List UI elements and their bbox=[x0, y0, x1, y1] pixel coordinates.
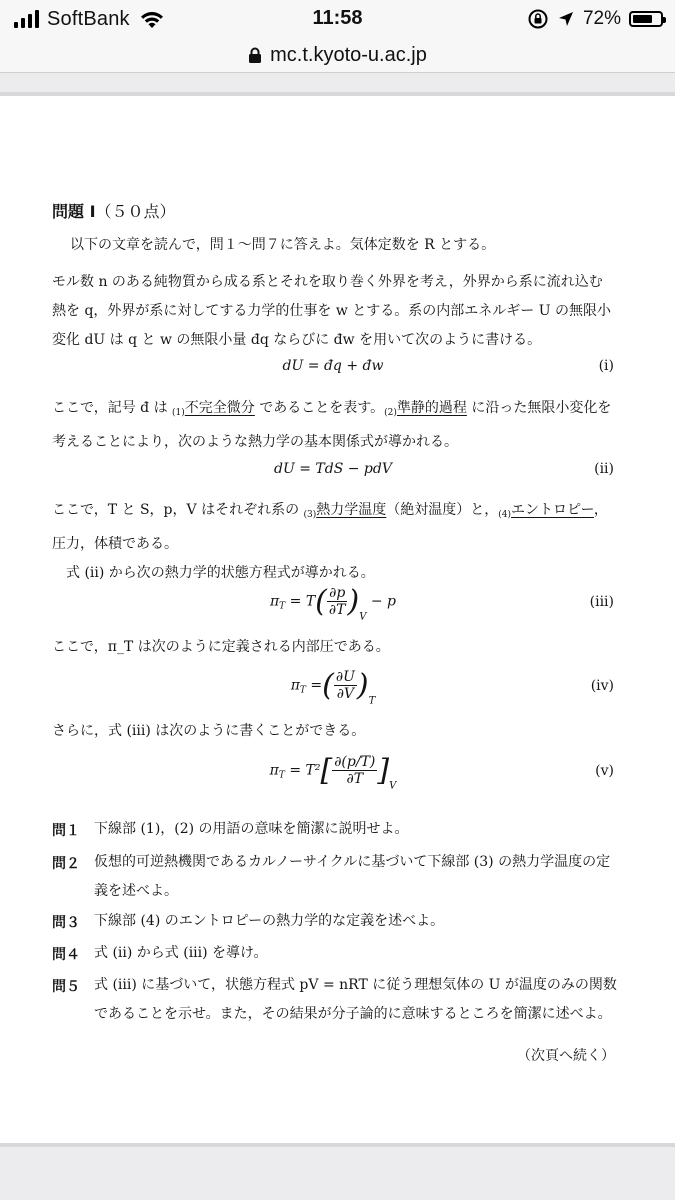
underline-term-2: 準静的過程 bbox=[396, 400, 467, 416]
eq-denominator: ∂T bbox=[346, 771, 364, 787]
eq-subscript: T bbox=[368, 695, 376, 707]
paragraph-3 bbox=[52, 496, 622, 588]
eq-denominator: ∂T bbox=[328, 602, 346, 618]
paragraph-1-line: 熱を q，外界が系に対してする力学的仕事を w とする。系の内部エネルギー U の無限小 bbox=[52, 303, 611, 319]
battery-percent: 72% bbox=[582, 8, 621, 29]
question-label: 問５ bbox=[52, 979, 80, 995]
question-label: 問４ bbox=[52, 947, 80, 963]
equation-iii bbox=[52, 580, 614, 632]
equation-v bbox=[52, 751, 614, 803]
paragraph-5: さらに，式 (iii) は次のように書くことができる。 bbox=[52, 723, 366, 739]
problem-title-label: 問題 I bbox=[52, 202, 96, 221]
paragraph-1-line: モル数 n のある純物質から成る系とそれを取り巻く外界を考え，外界から系に流れ込む bbox=[52, 274, 603, 290]
eq-subscript: V bbox=[389, 780, 397, 792]
paragraph-3-line-2: 圧力，体積である。 bbox=[52, 536, 178, 552]
eq-text: = bbox=[310, 677, 323, 694]
text-span: であることを表す。 bbox=[254, 400, 385, 416]
underline-term-1: 不完全微分 bbox=[184, 400, 255, 416]
equation-i-number: (i) bbox=[598, 358, 614, 374]
paragraph-1 bbox=[52, 268, 622, 355]
equation-iv-math: $\pi_T$ =( $\frac{\partial U}{\partial V}$ )$_T$ bbox=[290, 668, 376, 707]
battery-icon bbox=[629, 11, 663, 27]
eq-numerator: ∂(p/T) bbox=[334, 754, 376, 770]
text-span: （絶対温度）と， bbox=[386, 502, 499, 518]
text-span: ここで，T と S，p，V はそれぞれ系の bbox=[52, 502, 304, 518]
text-span: ， bbox=[593, 502, 608, 518]
eq-subscript: V bbox=[359, 611, 367, 623]
eq-subscript: T bbox=[279, 601, 286, 612]
location-arrow-icon bbox=[557, 10, 575, 28]
question-line: 義を述べよ。 bbox=[94, 883, 178, 899]
clock: 11:58 bbox=[312, 7, 363, 29]
question-text bbox=[94, 848, 620, 906]
question-line: 式 (iii) に基づいて，状態方程式 pV = nRT に従う理想気体の U が温度のみの関数 bbox=[94, 977, 617, 993]
marker-4: (4) bbox=[498, 510, 512, 520]
rotation-lock-icon bbox=[527, 8, 549, 30]
question-text bbox=[94, 939, 620, 968]
text-span: に沿った無限小変化を bbox=[466, 400, 612, 416]
question-line: 仮想的可逆熱機関であるカルノーサイクルに基づいて下線部 (3) の熱力学温度の定 bbox=[94, 854, 611, 870]
problem-points: （５０点） bbox=[95, 202, 176, 221]
document-page bbox=[0, 92, 675, 1147]
question-line: 下線部 (1)，(2) の用語の意味を簡潔に説明せよ。 bbox=[94, 821, 409, 837]
marker-1: (1) bbox=[172, 408, 185, 418]
paragraph-3-line-1 bbox=[52, 496, 622, 530]
question-line: 式 (ii) から式 (iii) を導け。 bbox=[94, 945, 268, 961]
underline-term-4: エントロピー bbox=[511, 502, 594, 518]
eq-text: = T² bbox=[289, 762, 321, 779]
continued-note: （次頁へ続く） bbox=[517, 1048, 615, 1064]
address-bar[interactable] bbox=[0, 38, 675, 73]
equation-iii-number: (iii) bbox=[589, 594, 614, 610]
paragraph-2 bbox=[52, 394, 622, 457]
problem-title bbox=[52, 199, 622, 222]
underline-term-3: 熱力学温度 bbox=[316, 502, 387, 518]
question-line: であることを示せ。また，その結果が分子論的に意味するところを簡潔に述べよ。 bbox=[94, 1006, 612, 1022]
eq-subscript: T bbox=[278, 770, 285, 781]
eq-symbol: π bbox=[290, 677, 300, 694]
equation-iv bbox=[52, 666, 614, 718]
question-text bbox=[94, 907, 620, 936]
equation-ii-math: dU = TdS − pdV bbox=[274, 461, 392, 477]
question-text bbox=[94, 815, 620, 844]
url-text[interactable]: mc.t.kyoto-u.ac.jp bbox=[270, 43, 427, 66]
equation-ii-number: (ii) bbox=[594, 461, 614, 477]
question-label: 問３ bbox=[52, 915, 80, 931]
question-label: 問１ bbox=[52, 823, 80, 839]
paragraph-2-line-1 bbox=[52, 394, 622, 428]
question-label: 問２ bbox=[52, 856, 80, 872]
paragraph-2-line-2: 考えることにより，次のような熱力学の基本関係式が導かれる。 bbox=[52, 434, 458, 450]
paragraph-4: ここで，π_T は次のように定義される内部圧である。 bbox=[52, 639, 390, 655]
text-span: ここで，記号 đ は bbox=[52, 400, 173, 416]
eq-denominator: ∂V bbox=[336, 686, 355, 702]
carrier-name: SoftBank bbox=[47, 7, 130, 30]
eq-text: = T bbox=[289, 593, 316, 610]
marker-2: (2) bbox=[384, 408, 397, 418]
paragraph-1-line: 変化 dU は q と w の無限小量 đq ならびに đw を用いて次のように書ける。 bbox=[52, 332, 542, 348]
paragraph-3-line-3: 式 (ii) から次の熱力学的状態方程式が導かれる。 bbox=[66, 565, 375, 581]
padlock-icon bbox=[248, 47, 262, 64]
intro-text: 以下の文章を読んで，問１〜問７に答えよ。気体定数を R とする。 bbox=[70, 237, 496, 253]
equation-v-math: $\pi_T = T^2$[ $\frac{\partial(p/T)}{\partial T}$ ]$_V$ bbox=[269, 753, 397, 792]
marker-3: (3) bbox=[303, 510, 317, 520]
status-bar bbox=[0, 0, 675, 38]
eq-numerator: ∂p bbox=[327, 585, 348, 602]
equation-iv-number: (iv) bbox=[590, 678, 614, 694]
eq-symbol: π bbox=[269, 762, 279, 779]
equation-ii bbox=[52, 461, 614, 497]
question-text bbox=[94, 971, 620, 1029]
equation-iii-math: $\pi_T = T$( $\frac{\partial p}{\partial T}$ )$_V - p$ bbox=[269, 584, 397, 623]
eq-symbol: π bbox=[269, 593, 280, 610]
eq-numerator: ∂U bbox=[335, 669, 355, 685]
eq-text: − p bbox=[366, 593, 397, 610]
question-line: 下線部 (4) のエントロピーの熱力学的な定義を述べよ。 bbox=[94, 913, 445, 929]
equation-v-number: (v) bbox=[595, 763, 614, 779]
eq-subscript: T bbox=[299, 685, 306, 696]
equation-i bbox=[52, 358, 614, 394]
equation-i-math: dU = đq + đw bbox=[282, 358, 384, 374]
